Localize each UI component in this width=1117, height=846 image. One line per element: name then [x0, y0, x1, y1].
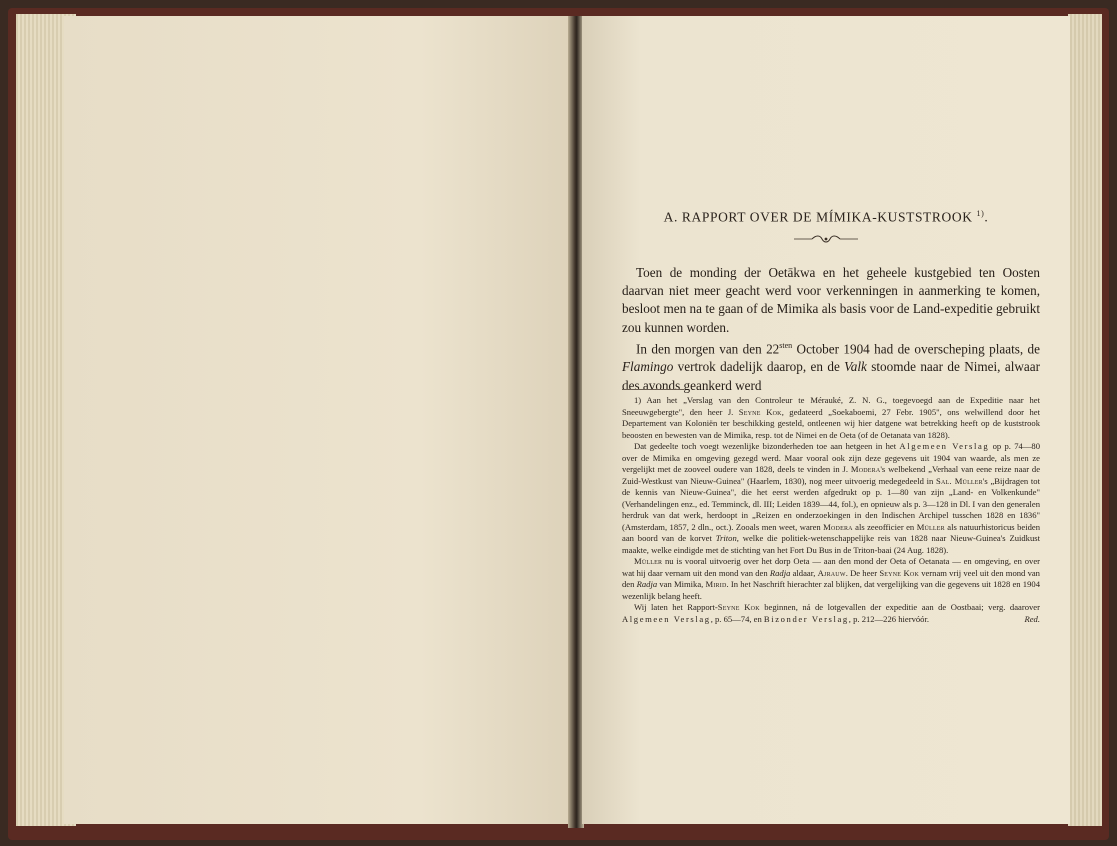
- fn1-a: 1) Aan het „Verslag van den Controleur te Mérauké, Z. N. G., toegevoegd aan de Expeditie naar het Sneeuwgebergte", den heer J.: [622, 395, 1040, 417]
- fn3-e: van Mimika,: [657, 579, 706, 589]
- fn2-d: 's „Bijdragen tot de kennis van Nieuw-Guinea", die het eerst werden afgedrukt op p. 1—80 van zijn „Land- en Volkenkunde" (Verhandelingen enz., ed. Temminck, dl. III; Leiden 1839—44, fol.), en opnieuw als p. 3—128 in Dl. I van den generalen herdruk van dat werk, herdoopt in „Reizen en onderzoekingen in den Indischen Archipel tusschen 1828 en 1836" (Amsterdam, 1857, 2 dln., oct.). Zooals men weet, waren: [622, 475, 1040, 532]
- fn4-bizonder-verslag: Bizonder Verslag: [763, 613, 849, 624]
- p2-superscript: sten: [779, 340, 793, 350]
- fn2-algemeen-verslag: Algemeen Verslag: [899, 441, 990, 451]
- fn3-name-seyne-kok: Seyne Kok: [879, 567, 919, 578]
- footnote-para-1: [622, 395, 1040, 441]
- p2-text-c: vertrok dadelijk daarop, en de: [673, 359, 845, 375]
- signature-red: Red.: [1024, 613, 1040, 624]
- fn2-ship-triton: Triton: [715, 533, 737, 543]
- fn3-radja-2: Radja: [636, 579, 658, 589]
- fn2-name-sal-muller: Sal. Müller: [936, 475, 983, 486]
- fn4-d: , p. 212—226 hiervóór.: [848, 613, 929, 624]
- chapter-title: A. RAPPORT OVER DE MÍMIKA-KUSTSTROOK $^{1)}$.: [663, 209, 989, 225]
- fn1-name-seyne-kok: Seyne Kok: [738, 406, 782, 417]
- fn3-name-mirid: Mirid: [705, 579, 727, 589]
- footnote-para-3: [622, 556, 1040, 602]
- paragraph-1: Toen de monding der Oetākwa en het geheele kustgebied ten Oosten daarvan niet meer geacht werd voor verkenningen in aanmerking te komen, besloot men na te gaan of de Mimika als basis voor de Land-expeditie gebruikt zou kunnen worden.: [622, 265, 1040, 335]
- fn3-c: . De heer: [845, 567, 880, 578]
- fn3-radja: Radja: [769, 567, 791, 578]
- fn3-a: nu is vooral uitvoerig over het dorp Oeta — aan den mond der Oeta of Oetanata — en omgeving, en over wat hij daar vernam uit den mond van den: [622, 556, 1040, 578]
- footnote-rule: [622, 389, 684, 390]
- fn4-b: beginnen, ná de lotgevallen der expeditie aan de Oostbaai; verg. daarover: [759, 602, 1040, 612]
- ship-name-valk: Valk: [844, 359, 867, 375]
- fn2-name-modera-2: Modera: [823, 521, 853, 532]
- fn3-d: vernam vrij veel uit den mond van den: [622, 567, 1040, 589]
- fn2-name-modera: Modera: [850, 464, 881, 474]
- left-page-blank: [64, 16, 572, 824]
- title-footnote-ref: 1): [976, 209, 985, 218]
- fn2-g: , welke die politiek-wetenschappelijke reis van 1828 naar Nieuw-Guinea's Zuidkust maakte, welke eindigde met de stichting van het Fort Du Bus in de Triton-baai (24 Aug. 1828).: [622, 533, 1040, 555]
- chapter-title-text: A. RAPPORT OVER DE MÍMIKA-KUSTSTROOK: [663, 209, 973, 225]
- ship-name-flamingo: Flamingo: [622, 359, 674, 375]
- fn3-f: . In het Naschrift hierachter zal blijken, dat vergelijking van die gegevens uit 1828 en 1904 wezenlijk belang heeft.: [622, 579, 1040, 601]
- fn3-name-muller: Müller: [634, 556, 663, 566]
- fn4-a: Wij laten het Rapport-: [634, 602, 718, 612]
- fn3-name-ajrauw: Ajrauw: [817, 567, 846, 578]
- footnote-block: [622, 395, 1040, 625]
- right-page: [582, 16, 1070, 824]
- fn2-c: 's welbekend „Verhaal van eene reize naar de Zuid-Westkust van Nieuw-Guinea" (Haarlem, 1830), nog meer uitvoerig medegedeeld in: [622, 464, 1041, 486]
- main-text: [622, 264, 1040, 395]
- title-ornament: [794, 235, 858, 243]
- fn3-b: aldaar,: [790, 567, 818, 578]
- fn2-a: Dat gedeelte toch voegt wezenlijke bizonderheden toe aan hetgeen in het: [634, 441, 900, 451]
- fn4-name-seyne-kok: Seyne Kok: [717, 602, 760, 612]
- p2-text-a: In den morgen van den 22: [636, 341, 780, 357]
- p2-text-d: stoomde naar de Nimei, alwaar des avonds geankerd werd: [622, 359, 1040, 393]
- page-block-right: [1068, 14, 1102, 826]
- fn4-c: , p. 65—74, en: [710, 613, 764, 624]
- p2-text-b: October 1904 had de overscheping plaats, de: [792, 341, 1040, 357]
- fn2-e: als zeeofficier en: [852, 521, 917, 532]
- paragraph-2: [622, 337, 1040, 395]
- fn4-algemeen-verslag: Algemeen Verslag: [622, 613, 711, 624]
- fn2-name-muller: Müller: [916, 521, 945, 532]
- fn2-f: als natuurhistoricus beiden aan boord van de korvet: [622, 521, 1041, 543]
- footnote-para-2: [622, 441, 1040, 556]
- fn2-b: op p. 74—80 over de Mimika en omgeving gezegd werd. Maar vooral ook zijn deze gegevens uit 1904 van waarde, als men ze vergelijkt met de zooveel oudere van 1828, deels te vinden in J.: [622, 441, 1040, 474]
- fn1-b: , gedateerd „Soekaboemi, 27 Febr. 1905", ons welwillend door het Departement van Koloniën ter beschikking gesteld, ontleenen wij hier datgene wat betrekking heeft op de kuststrook beoosten en bewesten van de Mimika, resp. tot de Nimei en de Oeta (of de Oetanata van 1828).: [622, 406, 1040, 440]
